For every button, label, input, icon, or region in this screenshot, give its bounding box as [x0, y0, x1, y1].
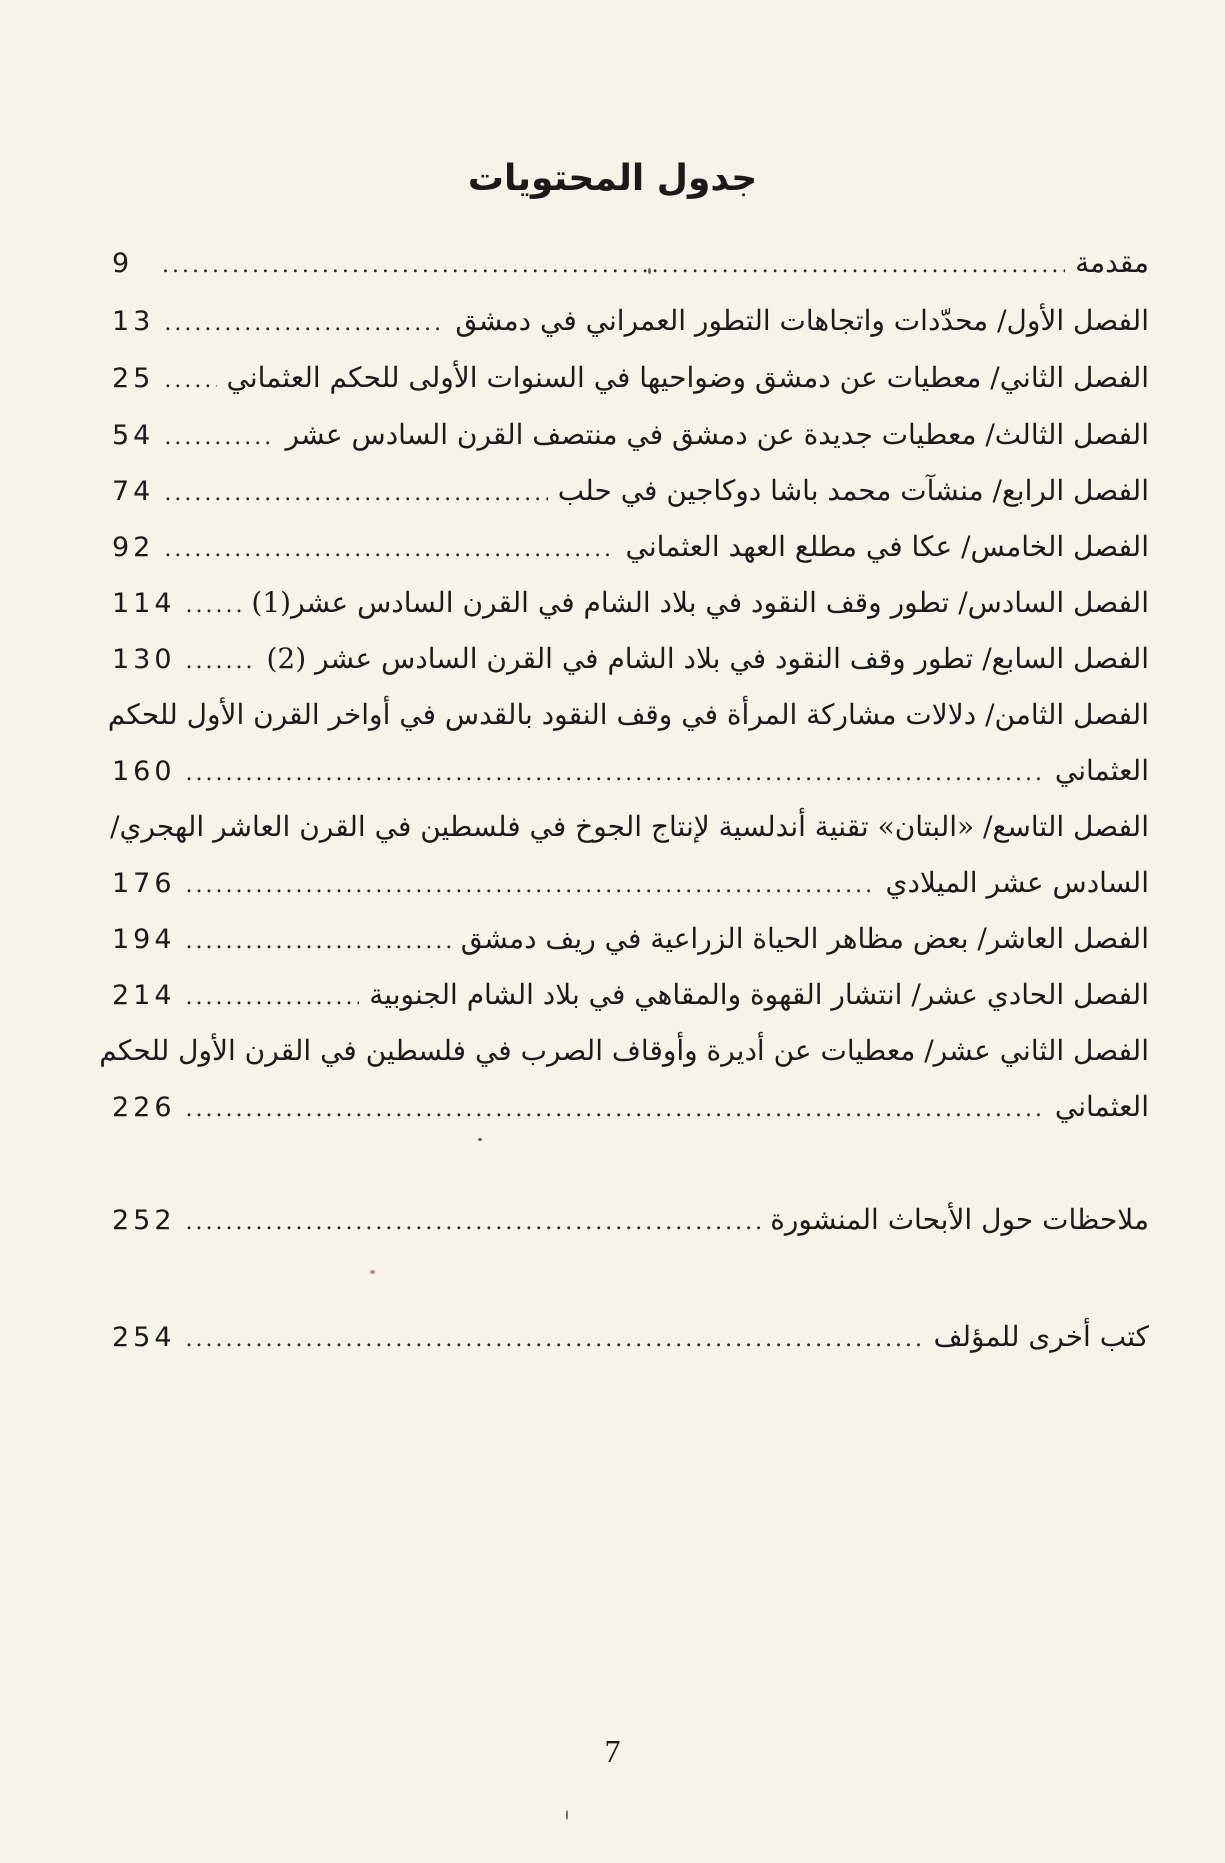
toc-entry [112, 418, 1149, 451]
leader-dots [186, 985, 360, 1010]
leader-dots [164, 311, 445, 336]
paper-speck [648, 268, 651, 274]
toc-entry-label: الفصل السابع/ تطور وقف النقود في بلاد الشام في القرن السادس عشر (2) [266, 642, 1149, 675]
toc-entry-label: الفصل العاشر/ بعض مظاهر الحياة الزراعية في ريف دمشق [460, 922, 1149, 955]
toc-entry-line1: الفصل الثامن/ دلالات مشاركة المرأة في وقف النقود بالقدس في أواخر القرن الأول للحكم [107, 698, 1149, 731]
toc-entry [112, 1090, 1149, 1123]
leader-dots [164, 425, 275, 450]
toc-entry-page: 54 [112, 420, 155, 451]
toc-entry-page: 254 [112, 1322, 176, 1353]
toc-entry-label: العثماني [1054, 754, 1149, 787]
toc-entry [112, 246, 1149, 279]
toc-entry-page: 160 [112, 756, 176, 787]
toc-entry-page: 9 [112, 248, 134, 279]
toc-entry [112, 922, 1149, 955]
toc-entry-label: الفصل الرابع/ منشآت محمد باشا دوكاجين في حلب [557, 474, 1149, 507]
leader-dots [164, 537, 615, 562]
leader-dots [186, 1327, 924, 1352]
toc-entry-label: الفصل الثالث/ معطيات جديدة عن دمشق في منتصف القرن السادس عشر [285, 418, 1149, 451]
leader-dots [162, 253, 1065, 278]
leader-dots [186, 929, 451, 954]
leader-dots [186, 1210, 761, 1235]
toc-entry-label: الفصل الأول/ محدّدات واتجاهات التطور العمراني في دمشق [455, 304, 1149, 337]
toc-entry [112, 978, 1149, 1011]
toc-entry-label: كتب أخرى للمؤلف [933, 1320, 1149, 1353]
page-title: جدول المحتويات [467, 158, 758, 199]
toc-entry-page: 194 [112, 924, 176, 955]
leader-dots [164, 368, 216, 393]
toc-entry-page: 252 [112, 1205, 176, 1236]
toc-entry-page: 74 [112, 476, 155, 507]
toc-entry [112, 1320, 1149, 1353]
toc-entry-line1: الفصل الثاني عشر/ معطيات عن أديرة وأوقاف الصرب في فلسطين في القرن الأول للحكم [99, 1034, 1149, 1067]
toc-entry [112, 586, 1149, 619]
toc-entry-label: العثماني [1054, 1090, 1149, 1123]
toc-entry-page: 226 [112, 1092, 176, 1123]
toc-entry [112, 361, 1149, 394]
toc-entry-label: الفصل الثاني/ معطيات عن دمشق وضواحيها في السنوات الأولى للحكم العثماني [226, 361, 1149, 394]
leader-dots [186, 1097, 1045, 1122]
toc-entry-page: 13 [112, 306, 155, 337]
toc-entry [112, 1203, 1149, 1236]
page-number: 7 [604, 1733, 621, 1769]
toc-entry [112, 474, 1149, 507]
toc-entry-label: الفصل السادس/ تطور وقف النقود في بلاد الشام في القرن السادس عشر(1) [251, 586, 1149, 619]
toc-entry-page: 176 [112, 868, 176, 899]
toc-entry-page: 214 [112, 980, 176, 1011]
toc-entry-page: 25 [112, 363, 155, 394]
toc-entry [112, 530, 1149, 563]
paper-speck [566, 1810, 568, 1820]
toc-entry [112, 866, 1149, 899]
toc-entry [112, 304, 1149, 337]
toc-entry [112, 754, 1149, 787]
toc-entry-label: الفصل الخامس/ عكا في مطلع العهد العثماني [625, 530, 1149, 563]
leader-dots [164, 481, 547, 506]
toc-entry [112, 642, 1149, 675]
paper-speck [370, 1270, 375, 1274]
toc-entry-page: 92 [112, 532, 155, 563]
toc-entry-label: ملاحظات حول الأبحاث المنشورة [770, 1203, 1149, 1236]
leader-dots [186, 649, 257, 674]
toc-entry-label: مقدمة [1075, 246, 1149, 279]
paper-speck [478, 1138, 482, 1141]
toc-entry-label: السادس عشر الميلادي [885, 866, 1149, 899]
toc-entry-page: 114 [112, 588, 176, 619]
leader-dots [186, 593, 242, 618]
leader-dots [186, 873, 876, 898]
leader-dots [186, 761, 1045, 786]
toc-entry-label: الفصل الحادي عشر/ انتشار القهوة والمقاهي في بلاد الشام الجنوبية [369, 978, 1149, 1011]
toc-entry-line1: الفصل التاسع/ «البتان» تقنية أندلسية لإنتاج الجوخ في فلسطين في القرن العاشر الهجري/ [110, 810, 1149, 843]
toc-entry-page: 130 [112, 644, 176, 675]
